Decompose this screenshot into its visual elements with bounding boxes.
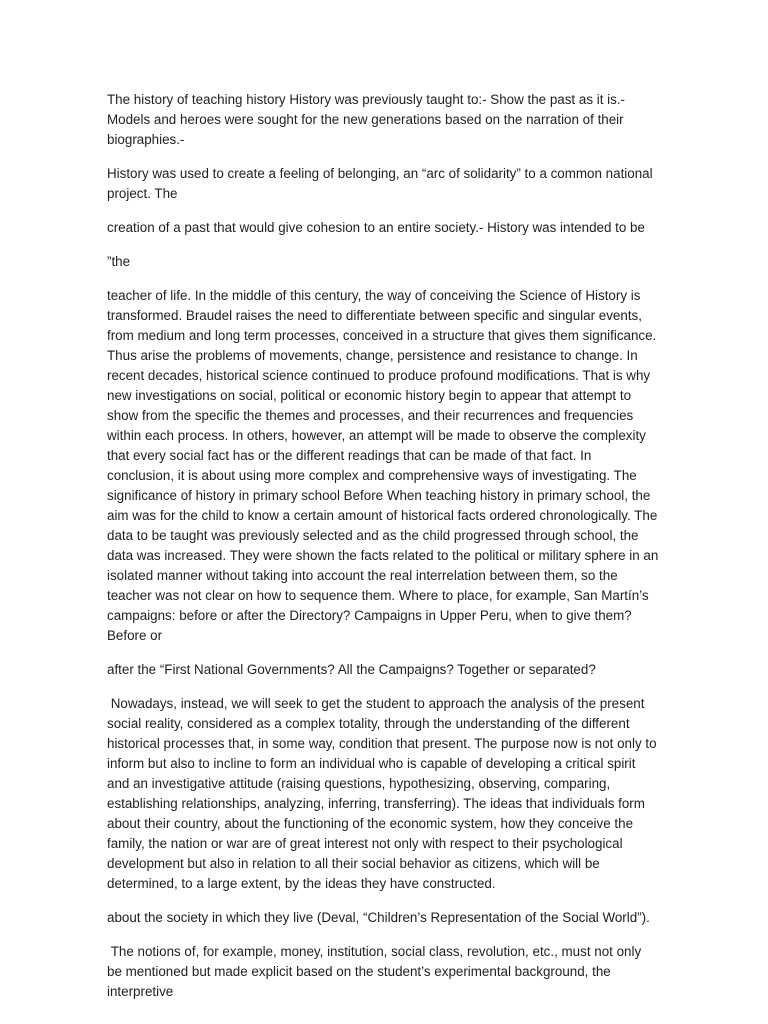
paragraph-quote-fragment: ”the	[107, 254, 131, 269]
paragraph-cohesion: creation of a past that would give cohesion to an entire society.- History was intended to be	[107, 220, 645, 235]
paragraph-notions: The notions of, for example, money, institution, social class, revolution, etc., must not only be mentioned but made explicit based on the student’s experimental background, the interpretive	[107, 944, 645, 999]
paragraph-nowadays: Nowadays, instead, we will seek to get the student to approach the analysis of the present social reality, considered as a complex totality, through the understanding of the different historical processes that, in some way, condition that present. The purpose now is not only to inform but also to incline to form an individual who is capable of developing a critical spirit and an investigative attitude (raising questions, hypothesizing, observing, comparing, establishing relationships, analyzing, inferring, transferring). The ideas that individuals form about their country, about the functioning of the economic system, how they conceive the family, the nation or war are of great interest not only with respect to their psychological development but also in relation to all their social behavior as citizens, which will be determined, to a large extent, by the ideas they have constructed.	[107, 696, 661, 891]
document-body	[107, 90, 659, 1016]
paragraph-national-governments: after the “First National Governments? All the Campaigns? Together or separated?	[107, 662, 596, 677]
paragraph-teacher-of-life: teacher of life. In the middle of this century, the way of conceiving the Science of History is transformed. Braudel raises the need to differentiate between specific and singular events, from medium and long term processes, conceived in a structure that gives them significance. Thus arise the problems of movements, change, persistence and resistance to change. In recent decades, historical science continued to produce profound modifications. That is why new investigations on social, political or economic history begin to appear that attempt to show from the specific the themes and processes, and their recurrences and frequencies within each process. In others, however, an attempt will be made to observe the complexity that every social fact has or the different readings that can be made of that fact. In conclusion, it is about using more complex and comprehensive ways of investigating. The significance of history in primary school Before When teaching history in primary school, the aim was for the child to know a certain amount of historical facts ordered chronologically. The data to be taught was previously selected and as the child progressed through school, the data was increased. They were shown the facts related to the political or military sphere in an isolated manner without taking into account the real interrelation between them, so the teacher was not clear on how to sequence them. Where to place, for example, San Martín’s campaigns: before or after the Directory? Campaigns in Upper Peru, when to give them? Before or	[107, 288, 659, 643]
paragraph-belonging: History was used to create a feeling of belonging, an “arc of solidarity” to a common national project. The	[107, 166, 653, 201]
paragraph-society-citation: about the society in which they live (Deval, “Children’s Representation of the Social World”).	[107, 910, 650, 925]
paragraph-history-intro: The history of teaching history History was previously taught to:- Show the past as it is.- Models and heroes were sought for the new generations based on the narration of their biographies.-	[107, 92, 625, 147]
